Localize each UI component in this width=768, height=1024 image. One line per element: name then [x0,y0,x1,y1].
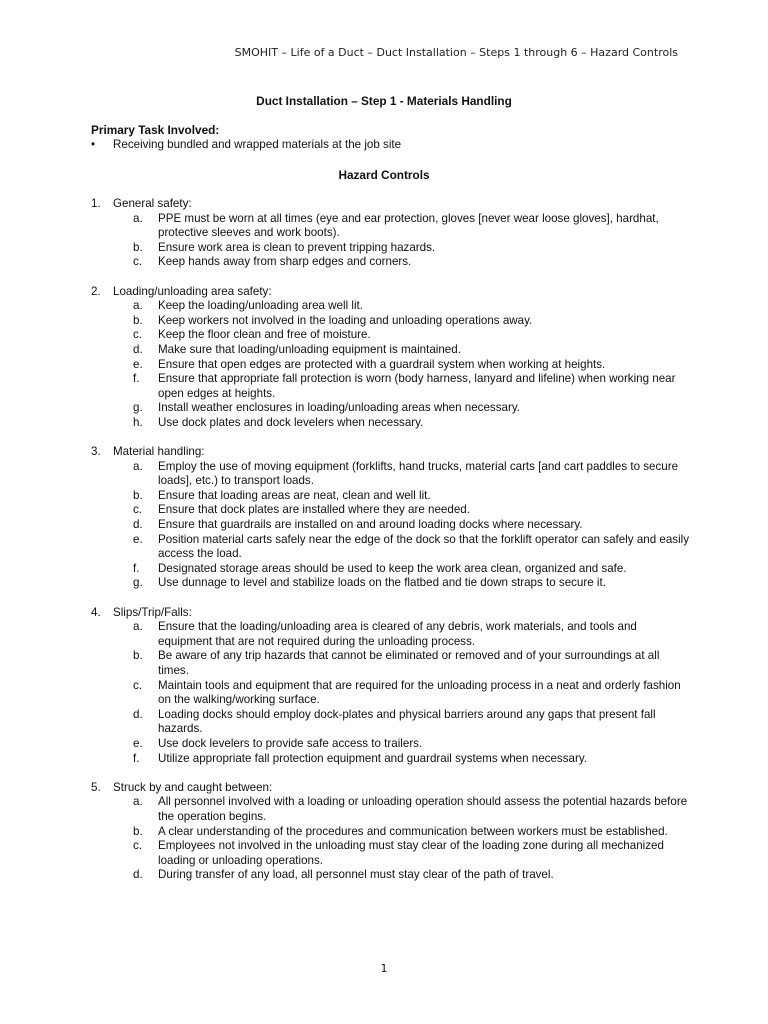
list-item [91,576,691,591]
running-header: SMOHIT – Life of a Duct – Duct Installation – Steps 1 through 6 – Hazard Controls [234,46,678,59]
item-text: Ensure that appropriate fall protection is worn (body harness, lanyard and lifeline) when working near open edges at heights. [158,372,676,400]
list-item [91,212,691,241]
item-text: Keep the floor clean and free of moisture. [158,328,371,342]
section-items [91,795,691,883]
hazard-section [91,285,691,431]
item-text: Be aware of any trip hazards that cannot be eliminated or removed and of your surroundings at all times. [158,649,660,677]
item-text: All personnel involved with a loading or unloading operation should assess the potential hazards before the operation begins. [158,795,688,823]
section-items [91,212,691,270]
item-text: Keep hands away from sharp edges and corners. [158,255,412,269]
list-item [91,416,691,431]
item-letter: b. [133,313,143,327]
primary-task-item [91,138,691,153]
item-letter: f. [133,751,140,765]
item-text: Keep the loading/unloading area well lit. [158,299,363,313]
item-letter: e. [133,357,143,371]
item-letter: a. [133,795,143,809]
page-number: 1 [380,962,388,975]
section-number: 1. [91,197,101,210]
section-title-text: Loading/unloading area safety: [113,284,272,298]
list-item [91,372,691,401]
list-item [91,795,691,824]
item-letter: b. [133,824,143,838]
hazard-section [91,197,691,270]
item-letter: d. [133,868,143,882]
section-title-text: Struck by and caught between: [113,780,273,794]
item-letter: a. [133,459,143,473]
section-title-text: General safety: [113,197,192,210]
item-text: Install weather enclosures in loading/unloading areas when necessary. [158,401,520,415]
list-item [91,825,691,840]
item-letter: d. [133,707,143,721]
document-title: Duct Installation – Step 1 - Materials Handling [256,94,512,108]
item-text: Utilize appropriate fall protection equipment and guardrail systems when necessary. [158,751,587,765]
item-text: Position material carts safely near the edge of the dock so that the forklift operator can safely and easily access the load. [158,532,690,561]
item-letter: h. [133,415,143,429]
hazard-sections [91,197,691,898]
item-letter: b. [133,488,143,502]
item-letter: c. [133,255,143,269]
section-number: 4. [91,605,101,619]
primary-task-heading: Primary Task Involved: [91,123,220,137]
section-title-text: Material handling: [113,445,205,459]
item-text: During transfer of any load, all personnel must stay clear of the path of travel. [158,868,554,882]
list-item [91,343,691,358]
item-text: Use dunnage to level and stabilize loads on the flatbed and tie down straps to secure it. [158,576,606,590]
item-text: Ensure that dock plates are installed where they are needed. [158,503,470,517]
list-item [91,358,691,373]
hazard-section [91,445,691,591]
item-letter: f. [133,372,140,386]
section-title [91,445,691,460]
section-number: 3. [91,445,101,459]
item-text: Loading docks should employ dock-plates and physical barriers around any gaps that present fall hazards. [158,707,656,736]
bullet-icon: • [91,138,96,151]
item-text: Employ the use of moving equipment (forklifts, hand trucks, material carts [and cart paddles to secure loads], etc.) to transport loads. [158,459,679,488]
item-text: A clear understanding of the procedures and communication between workers must be established. [158,824,668,838]
list-item [91,752,691,767]
item-letter: c. [133,678,143,692]
section-title-text: Slips/Trip/Falls: [113,605,192,619]
list-item [91,255,691,270]
primary-task-text: Receiving bundled and wrapped materials at the job site [113,138,402,151]
section-number: 2. [91,284,101,298]
item-letter: b. [133,649,143,663]
section-title [91,606,691,621]
item-letter: f. [133,561,140,575]
list-item [91,518,691,533]
list-item [91,460,691,489]
list-item [91,503,691,518]
item-letter: b. [133,240,143,254]
item-text: Make sure that loading/unloading equipment is maintained. [158,342,461,356]
section-items [91,620,691,766]
list-item [91,299,691,314]
hazard-section [91,781,691,883]
section-items [91,460,691,591]
item-text: Ensure that loading areas are neat, clean and well lit. [158,488,431,502]
list-item [91,839,691,868]
item-letter: c. [133,839,143,853]
item-letter: d. [133,518,143,532]
item-text: Employees not involved in the unloading must stay clear of the loading zone during all mechanized loading or unloading operations. [158,839,664,867]
item-letter: a. [133,299,143,313]
item-text: Ensure that open edges are protected with a guardrail system when working at heights. [158,357,606,371]
list-item [91,489,691,504]
item-letter: c. [133,328,143,342]
hazard-section [91,606,691,767]
list-item [91,314,691,329]
item-text: Designated storage areas should be used to keep the work area clean, organized and safe. [158,561,627,575]
item-text: Use dock levelers to provide safe access to trailers. [158,736,423,750]
list-item [91,620,691,649]
item-letter: g. [133,576,143,590]
item-text: Maintain tools and equipment that are required for the unloading process in a neat and orderly fashion on the walking/working surface. [158,678,681,707]
section-number: 5. [91,780,101,794]
list-item [91,649,691,678]
item-text: Ensure that guardrails are installed on and around loading docks where necessary. [158,518,583,532]
item-text: Ensure work area is clean to prevent tripping hazards. [158,240,436,254]
hazard-controls-heading: Hazard Controls [338,168,430,182]
section-title [91,781,691,796]
section-title [91,285,691,300]
item-letter: d. [133,342,143,356]
item-letter: c. [133,503,143,517]
item-text: Keep workers not involved in the loading and unloading operations away. [158,313,533,327]
section-title [91,197,691,212]
item-letter: a. [133,620,143,634]
item-letter: e. [133,736,143,750]
list-item [91,328,691,343]
item-letter: e. [133,532,143,546]
list-item [91,241,691,256]
item-letter: g. [133,401,143,415]
item-text: Use dock plates and dock levelers when necessary. [158,415,424,429]
list-item [91,562,691,577]
list-item [91,533,691,562]
section-items [91,299,691,430]
item-text: Ensure that the loading/unloading area is cleared of any debris, work materials, and tools and equipment that are not required during the unloading process. [158,620,637,648]
list-item [91,737,691,752]
list-item [91,401,691,416]
list-item [91,679,691,708]
item-text: PPE must be worn at all times (eye and ear protection, gloves [never wear loose gloves], hardhat, protective sleeves and work boots). [158,211,659,240]
list-item [91,708,691,737]
item-letter: a. [133,211,143,225]
list-item [91,868,691,883]
